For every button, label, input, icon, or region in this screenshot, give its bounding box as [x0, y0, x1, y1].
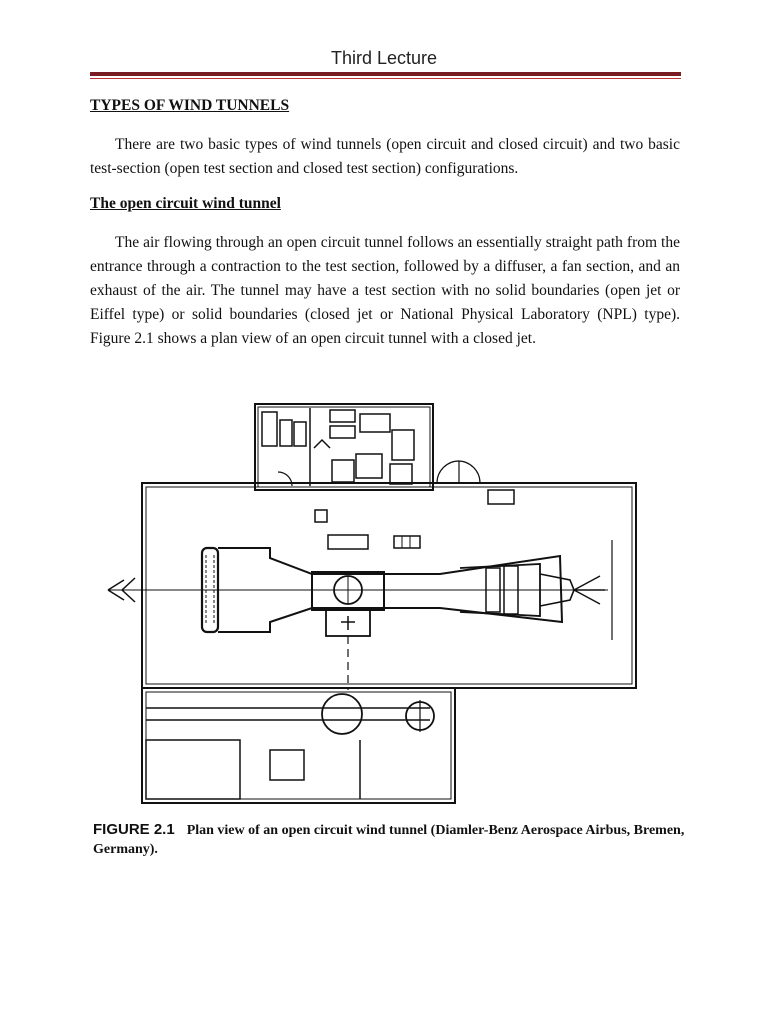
- wind-tunnel-plan-figure: [100, 390, 680, 815]
- paragraph-open-circuit: The air flowing through an open circuit tunnel follows an essentially straight path from the entrance through a contraction to the test section, followed by a diffuser, a fan section, and an exhaust of the air. The tunnel may have a test section with no solid boundaries (open jet or Eiffel type) or solid boundaries (closed jet or National Physical Laboratory (NPL) type). Figure 2.1 shows a plan view of an open circuit tunnel with a closed jet.: [90, 234, 680, 347]
- header-rule-thin: [90, 78, 681, 79]
- figure-number: FIGURE 2.1: [93, 821, 175, 838]
- wind-tunnel-plan-drawing: [100, 390, 680, 815]
- section-heading-types: TYPES OF WIND TUNNELS: [90, 97, 290, 114]
- figure-caption-text: Plan view of an open circuit wind tunnel (Diamler-Benz Aerospace Airbus, Bremen, Germany).: [93, 823, 685, 857]
- header-rule: [90, 72, 681, 76]
- section-heading-open-circuit: The open circuit wind tunnel: [90, 195, 281, 212]
- page-header-title: Third Lecture: [330, 48, 438, 68]
- figure-caption: [93, 820, 693, 859]
- paragraph-types: There are two basic types of wind tunnels (open circuit and closed circuit) and two basic test-section (open test section and closed test section) configurations.: [90, 136, 680, 177]
